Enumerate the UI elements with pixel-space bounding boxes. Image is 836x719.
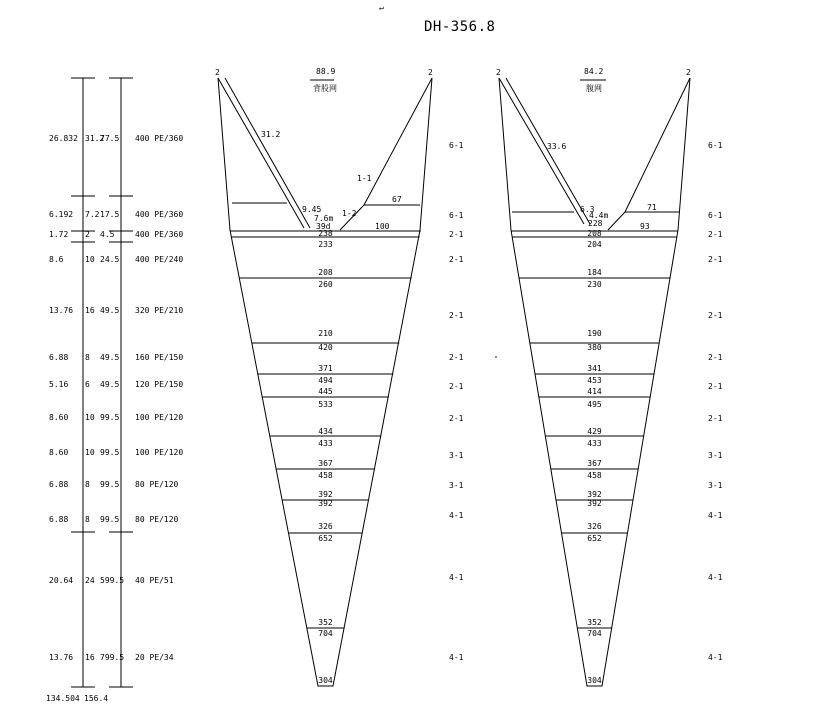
- mesh-code: 4-1: [708, 653, 723, 662]
- mesh-code: 3-1: [449, 481, 464, 490]
- mesh-code: 6-1: [708, 141, 723, 150]
- row-c1: 6.88: [49, 353, 69, 362]
- row-c2: 16: [85, 306, 95, 315]
- mesh-code: 2-1: [708, 382, 723, 391]
- row-spec: 40 PE/51: [135, 576, 174, 585]
- row-c3: 49.5: [100, 380, 120, 389]
- table-row: [49, 380, 183, 389]
- mesh-value: 260: [318, 280, 333, 289]
- left-wing-e: 9.45: [302, 205, 322, 214]
- table-row: [49, 653, 174, 662]
- mesh-value: 445: [318, 387, 333, 396]
- table-row: [49, 255, 183, 264]
- row-c1: 6.88: [49, 480, 69, 489]
- right-wing-a: 71: [647, 203, 657, 212]
- mesh-value: 210: [318, 329, 333, 338]
- table-row: [49, 134, 183, 143]
- row-c2: 7.2: [85, 210, 100, 219]
- mesh-value: 392: [587, 490, 602, 499]
- row-spec: 160 PE/150: [135, 353, 184, 362]
- mesh-value: 352: [318, 618, 333, 627]
- row-c3: 77.5: [100, 134, 120, 143]
- mesh-code: 6-1: [449, 141, 464, 150]
- total-c2: 156.4: [84, 694, 109, 703]
- row-spec: 80 PE/120: [135, 515, 179, 524]
- mesh-value: 704: [318, 629, 333, 638]
- mesh-code: 6-1: [708, 211, 723, 220]
- mesh-code: 4-1: [449, 653, 464, 662]
- row-c3: 49.5: [100, 306, 120, 315]
- mesh-value: 458: [587, 471, 602, 480]
- mesh-value: 371: [318, 364, 333, 373]
- mesh-value: 429: [587, 427, 602, 436]
- row-c2: 10: [85, 255, 95, 264]
- left-wing-g: 39d: [316, 222, 331, 231]
- mesh-value: 652: [587, 534, 602, 543]
- mesh-value: 230: [587, 280, 602, 289]
- row-c3: 24.5: [100, 255, 120, 264]
- mesh-code: 2-1: [449, 255, 464, 264]
- mesh-value: 238: [318, 229, 333, 238]
- row-c1: 20.64: [49, 576, 74, 585]
- row-c1: 8.6: [49, 255, 64, 264]
- mesh-value: 326: [587, 522, 602, 531]
- left-funnel: [215, 67, 464, 686]
- table-row: [49, 306, 183, 315]
- row-c2: 8: [85, 480, 90, 489]
- row-c3: 99.5: [100, 448, 120, 457]
- row-c1: 6.192: [49, 210, 74, 219]
- mesh-value: 367: [587, 459, 602, 468]
- row-c3: 99.5: [100, 413, 120, 422]
- mesh-code: 2-1: [449, 414, 464, 423]
- row-spec: 100 PE/120: [135, 413, 184, 422]
- mesh-code: 6-1: [449, 211, 464, 220]
- mesh-code: 2-1: [449, 382, 464, 391]
- row-c2: 16: [85, 653, 95, 662]
- mesh-code: 4-1: [449, 573, 464, 582]
- right-funnel: [496, 67, 723, 686]
- row-c2: 10: [85, 413, 95, 422]
- mesh-value: 304: [318, 676, 333, 685]
- row-c1: 13.76: [49, 653, 74, 662]
- mesh-code: 2-1: [708, 353, 723, 362]
- mesh-value: 652: [318, 534, 333, 543]
- row-c1: 5.16: [49, 380, 69, 389]
- mesh-code: 2-1: [708, 255, 723, 264]
- row-c1: 8.60: [49, 448, 69, 457]
- mesh-value: 326: [318, 522, 333, 531]
- row-c2: 24: [85, 576, 95, 585]
- mesh-value: 367: [318, 459, 333, 468]
- mesh-value: 352: [587, 618, 602, 627]
- mesh-code: 4-1: [449, 511, 464, 520]
- mesh-value: 420: [318, 343, 333, 352]
- row-c1: 26.832: [49, 134, 78, 143]
- right-top-value: 84.2: [584, 67, 604, 76]
- left-wing-c: 1-2: [342, 209, 357, 218]
- mesh-value: 533: [318, 400, 333, 409]
- mesh-value: 433: [587, 439, 602, 448]
- right-top-label: 腹网: [586, 84, 602, 93]
- mesh-value: 208: [587, 229, 602, 238]
- row-spec: 400 PE/360: [135, 230, 184, 239]
- row-spec: 20 PE/34: [135, 653, 174, 662]
- mesh-code: 2-1: [708, 230, 723, 239]
- mesh-value: 458: [318, 471, 333, 480]
- stray-dot: [495, 356, 497, 358]
- mesh-value: 494: [318, 376, 333, 385]
- mesh-code: 4-1: [708, 573, 723, 582]
- mesh-code: 3-1: [708, 451, 723, 460]
- mesh-value: 433: [318, 439, 333, 448]
- left-corner-left: 2: [215, 68, 220, 77]
- mesh-value: 190: [587, 329, 602, 338]
- mesh-value: 392: [587, 499, 602, 508]
- table-row: [49, 210, 183, 219]
- mesh-value: 392: [318, 490, 333, 499]
- mesh-value: 380: [587, 343, 602, 352]
- table-row: [49, 353, 183, 362]
- table-row: [49, 480, 179, 489]
- mesh-value: 453: [587, 376, 602, 385]
- total-c1: 134.504: [46, 694, 80, 703]
- left-diag-label: 31.2: [261, 130, 281, 139]
- mesh-code: 2-1: [449, 311, 464, 320]
- row-c2: 8: [85, 353, 90, 362]
- right-wing-d: 4.4m: [589, 211, 609, 220]
- mesh-code: 3-1: [708, 481, 723, 490]
- right-wing-b: 93: [640, 222, 650, 231]
- left-wing-b: 67: [392, 195, 402, 204]
- left-wing-d: 100: [375, 222, 390, 231]
- mesh-code: 2-1: [449, 353, 464, 362]
- cursor-mark: ↵: [379, 3, 384, 12]
- right-wing-c: 6.3: [580, 205, 595, 214]
- row-c3: 4.5: [100, 230, 115, 239]
- mesh-value: 434: [318, 427, 333, 436]
- mesh-value: 208: [318, 268, 333, 277]
- left-corner-right: 2: [428, 68, 433, 77]
- row-c2: 10: [85, 448, 95, 457]
- mesh-value: 392: [318, 499, 333, 508]
- row-c2: 2: [85, 230, 90, 239]
- row-c3: 99.5: [100, 480, 120, 489]
- table-row: [49, 413, 183, 422]
- mesh-value: 304: [587, 676, 602, 685]
- mesh-code: 2-1: [708, 414, 723, 423]
- row-c2: 8: [85, 515, 90, 524]
- row-c3: 49.5: [100, 353, 120, 362]
- table-row: [49, 515, 179, 524]
- table-row: [49, 448, 183, 457]
- row-c1: 6.88: [49, 515, 69, 524]
- right-corner-left: 2: [496, 68, 501, 77]
- right-wing-e: 228: [588, 219, 603, 228]
- row-spec: 400 PE/360: [135, 210, 184, 219]
- mesh-value: 704: [587, 629, 602, 638]
- row-c3: 799.5: [100, 653, 125, 662]
- row-c3: 99.5: [100, 515, 120, 524]
- left-top-label: 背股网: [313, 84, 337, 93]
- row-c1: 1.72: [49, 230, 69, 239]
- row-spec: 100 PE/120: [135, 448, 184, 457]
- row-c1: 13.76: [49, 306, 74, 315]
- row-c3: 599.5: [100, 576, 125, 585]
- row-spec: 400 PE/240: [135, 255, 184, 264]
- row-spec: 400 PE/360: [135, 134, 184, 143]
- mesh-code: 4-1: [708, 511, 723, 520]
- left-wing-a: 1-1: [357, 174, 372, 183]
- row-c1: 8.60: [49, 413, 69, 422]
- drawing-title: DH-356.8: [424, 19, 496, 35]
- row-c3: 17.5: [100, 210, 120, 219]
- mesh-value: 204: [587, 240, 602, 249]
- mesh-code: 3-1: [449, 451, 464, 460]
- right-corner-right: 2: [686, 68, 691, 77]
- left-table: [46, 78, 183, 703]
- mesh-value: 184: [587, 268, 602, 277]
- right-diag-label: 33.6: [547, 142, 567, 151]
- row-c2: 6: [85, 380, 90, 389]
- mesh-value: 414: [587, 387, 602, 396]
- row-spec: 320 PE/210: [135, 306, 184, 315]
- mesh-value: 233: [318, 240, 333, 249]
- row-c2: 31.2: [85, 134, 105, 143]
- row-spec: 80 PE/120: [135, 480, 179, 489]
- mesh-code: 2-1: [449, 230, 464, 239]
- table-row: [49, 576, 174, 585]
- mesh-value: 495: [587, 400, 602, 409]
- left-wing-f: 7.6m: [314, 214, 334, 223]
- mesh-value: 341: [587, 364, 602, 373]
- row-spec: 120 PE/150: [135, 380, 184, 389]
- mesh-code: 2-1: [708, 311, 723, 320]
- left-top-value: 88.9: [316, 67, 336, 76]
